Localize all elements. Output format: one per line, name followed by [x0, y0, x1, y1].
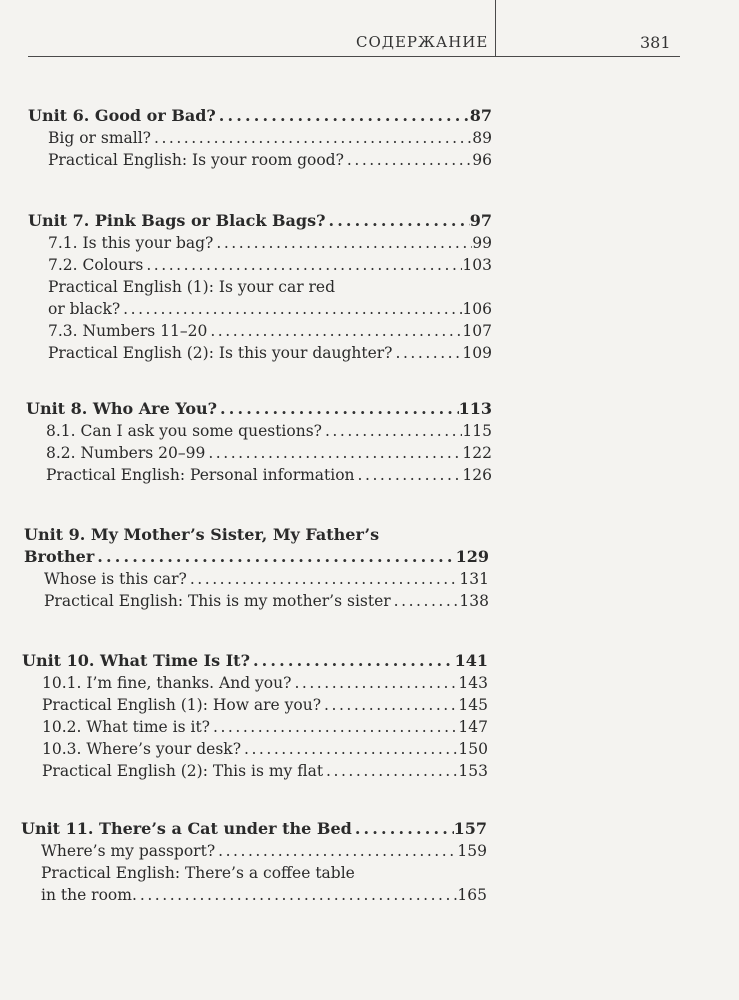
- toc-entry: Whose is this car? . . . 131: [24, 568, 489, 590]
- toc-entry: Where’s my passport? . . . 159: [21, 840, 487, 862]
- toc-entry: in the room. . . . 165: [21, 884, 487, 906]
- toc-entry: 10.3. Where’s your desk? . . . 150: [22, 738, 488, 760]
- toc-unit-heading: Unit 8. Who Are You? . . . 113: [26, 398, 492, 420]
- toc-entry: or black? . . . 106: [28, 298, 492, 320]
- toc-entry: Practical English (2): This is my flat . . . 153: [22, 760, 488, 782]
- toc-unit-heading: Unit 10. What Time Is It? . . . 141: [22, 650, 488, 672]
- toc-entry: Practical English: Personal information . . . 126: [26, 464, 492, 486]
- toc-entry: 8.1. Can I ask you some questions? . . . 115: [26, 420, 492, 442]
- page-number: 381: [640, 33, 671, 52]
- toc-unit-heading: Unit 6. Good or Bad? . . . 87: [28, 105, 492, 127]
- toc-unit-heading: Unit 7. Pink Bags or Black Bags? . . . 97: [28, 210, 492, 232]
- toc-unit-8: [26, 398, 492, 486]
- toc-entry: 7.2. Colours . . . 103: [28, 254, 492, 276]
- toc-entry: 10.2. What time is it? . . . 147: [22, 716, 488, 738]
- toc-unit-heading-line1: Unit 9. My Mother’s Sister, My Father’s: [24, 525, 380, 544]
- toc-entry: Big or small? . . . 89: [28, 127, 492, 149]
- toc-entry: 8.2. Numbers 20–99 . . . 122: [26, 442, 492, 464]
- toc-entry: 7.3. Numbers 11–20 . . . 107: [28, 320, 492, 342]
- toc-unit-9: [24, 524, 489, 612]
- toc-unit-7: [28, 210, 492, 364]
- toc-entry: Practical English (1): How are you? . . . 145: [22, 694, 488, 716]
- toc-entry: 7.1. Is this your bag? . . . 99: [28, 232, 492, 254]
- toc-entry: 10.1. I’m fine, thanks. And you? . . . 143: [22, 672, 488, 694]
- toc-unit-10: [22, 650, 488, 782]
- toc-entry-line1: Practical English (1): Is your car red: [48, 278, 336, 296]
- header-divider-vertical: [495, 0, 496, 57]
- header-divider-horizontal: [28, 56, 680, 57]
- toc-entry: Practical English: This is my mother’s sister . . . 138: [24, 590, 489, 612]
- toc-unit-11: [21, 818, 487, 906]
- toc-entry: Practical English (2): Is this your daughter? . . . 109: [28, 342, 492, 364]
- toc-unit-heading: Brother . . . 129: [24, 546, 489, 568]
- toc-unit-6: [28, 105, 492, 171]
- running-header-title: СОДЕРЖАНИЕ: [356, 33, 489, 51]
- toc-entry-line1: Practical English: There’s a coffee table: [41, 864, 355, 882]
- toc-entry: Practical English: Is your room good? . . . 96: [28, 149, 492, 171]
- toc-unit-heading: Unit 11. There’s a Cat under the Bed . . . 157: [21, 818, 487, 840]
